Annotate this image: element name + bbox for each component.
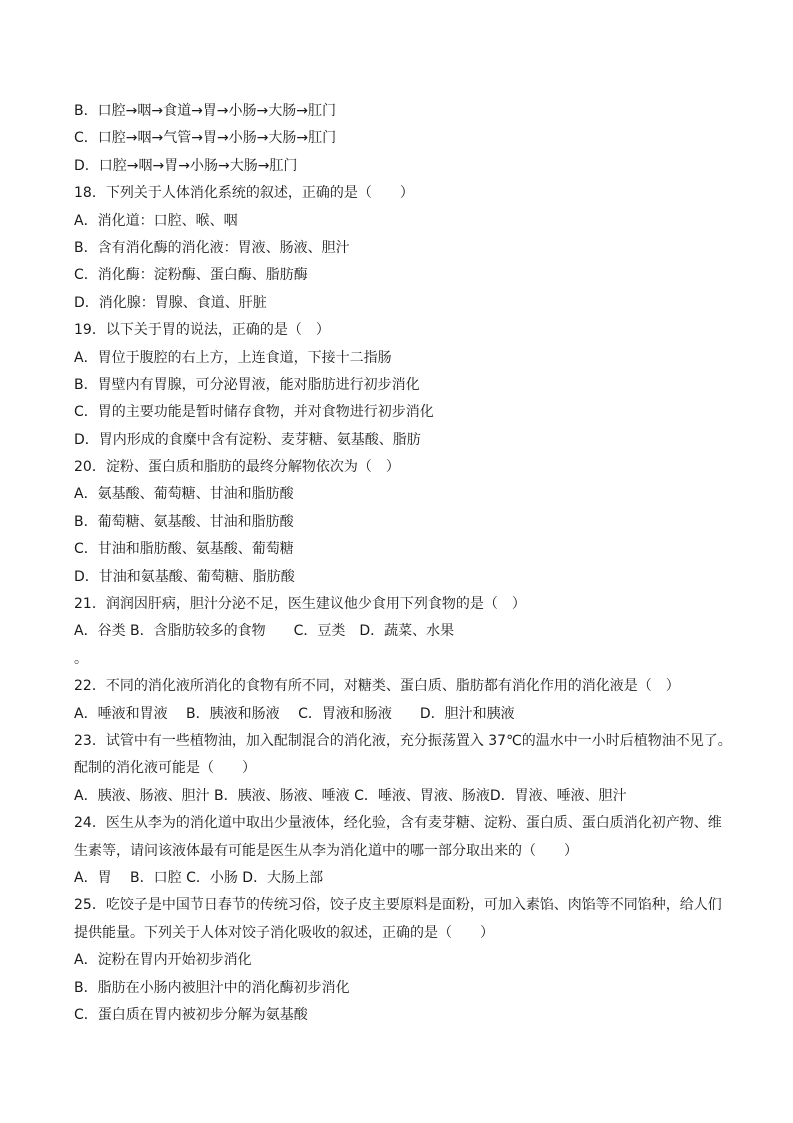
text-line: A．胃 B．口腔 C．小肠 D．大肠上部 xyxy=(74,869,324,886)
text-line: A．胰液、肠液、胆汁 B．胰液、肠液、唾液 C．唾液、胃液、肠液D．胃液、唾液、胆汁 xyxy=(74,787,627,804)
question-22: 22．不同的消化液所消化的食物有所不同，对糖类、蛋白质、脂肪都有消化作用的消化液是（ ） xyxy=(74,678,680,695)
text-line: B．葡萄糖、氨基酸、甘油和脂肪酸 xyxy=(74,513,294,530)
text-line: D．消化腺：胃腺、食道、肝脏 xyxy=(74,294,267,311)
text-block xyxy=(74,98,754,1029)
text-line: 。 xyxy=(74,650,88,667)
question-19: 19．以下关于胃的说法，正确的是（ ） xyxy=(74,322,330,339)
text-line: A．谷类 B．含脂肪较多的食物 C．豆类 D．蔬菜、水果 xyxy=(74,623,455,640)
text-line: 配制的消化液可能是（ ） xyxy=(74,760,256,777)
text-line: C．蛋白质在胃内被初步分解为氨基酸 xyxy=(74,1006,308,1023)
text-line: D．胃内形成的食糜中含有淀粉、麦芽糖、氨基酸、脂肪 xyxy=(74,431,421,448)
question-24: 24．医生从李为的消化道中取出少量液体，经化验，含有麦芽糖、淀粉、蛋白质、蛋白质消化初产物、维 xyxy=(74,815,722,832)
text-line: B．胃壁内有胃腺，可分泌胃液，能对脂肪进行初步消化 xyxy=(74,376,420,393)
question-20: 20．淀粉、蛋白质和脂肪的最终分解物依次为（ ） xyxy=(74,459,400,476)
text-line: A．消化道：口腔、喉、咽 xyxy=(74,212,238,229)
question-25: 25．吃饺子是中国节日春节的传统习俗，饺子皮主要原料是面粉，可加入素馅、肉馅等不同馅种，给人们 xyxy=(74,897,722,914)
text-line: B．脂肪在小肠内被胆汁中的消化酶初步消化 xyxy=(74,979,350,996)
text-line: B．口腔→咽→食道→胃→小肠→大肠→肛门 xyxy=(74,103,336,119)
question-18: 18．下列关于人体消化系统的叙述，正确的是（ ） xyxy=(74,185,414,202)
text-line: D．甘油和氨基酸、葡萄糖、脂肪酸 xyxy=(74,568,295,585)
text-line: A．胃位于腹腔的右上方，上连食道，下接十二指肠 xyxy=(74,349,392,366)
text-line: C．胃的主要功能是暂时储存食物，并对食物进行初步消化 xyxy=(74,404,434,421)
question-21: 21．润润因肝病，胆汁分泌不足，医生建议他少食用下列食物的是（ ） xyxy=(74,596,526,613)
text-line: B．含有消化酶的消化液：胃液、肠液、胆汁 xyxy=(74,239,350,256)
text-line: 生素等，请问该液体最有可能是医生从李为消化道中的哪一部分取出来的（ ） xyxy=(74,842,578,859)
text-line: 提供能量。下列关于人体对饺子消化吸收的叙述，正确的是（ ） xyxy=(74,924,494,941)
text-line: C．消化酶：淀粉酶、蛋白酶、脂肪酶 xyxy=(74,267,308,284)
question-23: 23．试管中有一些植物油，加入配制混合的消化液，充分振荡置入 37℃的温水中一小时后植物油不见了。 xyxy=(74,732,732,749)
text-line: C．甘油和脂肪酸、氨基酸、葡萄糖 xyxy=(74,541,294,558)
text-line: C．口腔→咽→气管→胃→小肠→大肠→肛门 xyxy=(74,130,337,147)
text-line: A．氨基酸、葡萄糖、甘油和脂肪酸 xyxy=(74,486,294,503)
text-line: D．口腔→咽→胃→小肠→大肠→肛门 xyxy=(74,157,298,174)
text-line: A．唾液和胃液 B．胰液和肠液 C．胃液和肠液 D．胆汁和胰液 xyxy=(74,705,515,722)
text-line: A．淀粉在胃内开始初步消化 xyxy=(74,952,252,969)
